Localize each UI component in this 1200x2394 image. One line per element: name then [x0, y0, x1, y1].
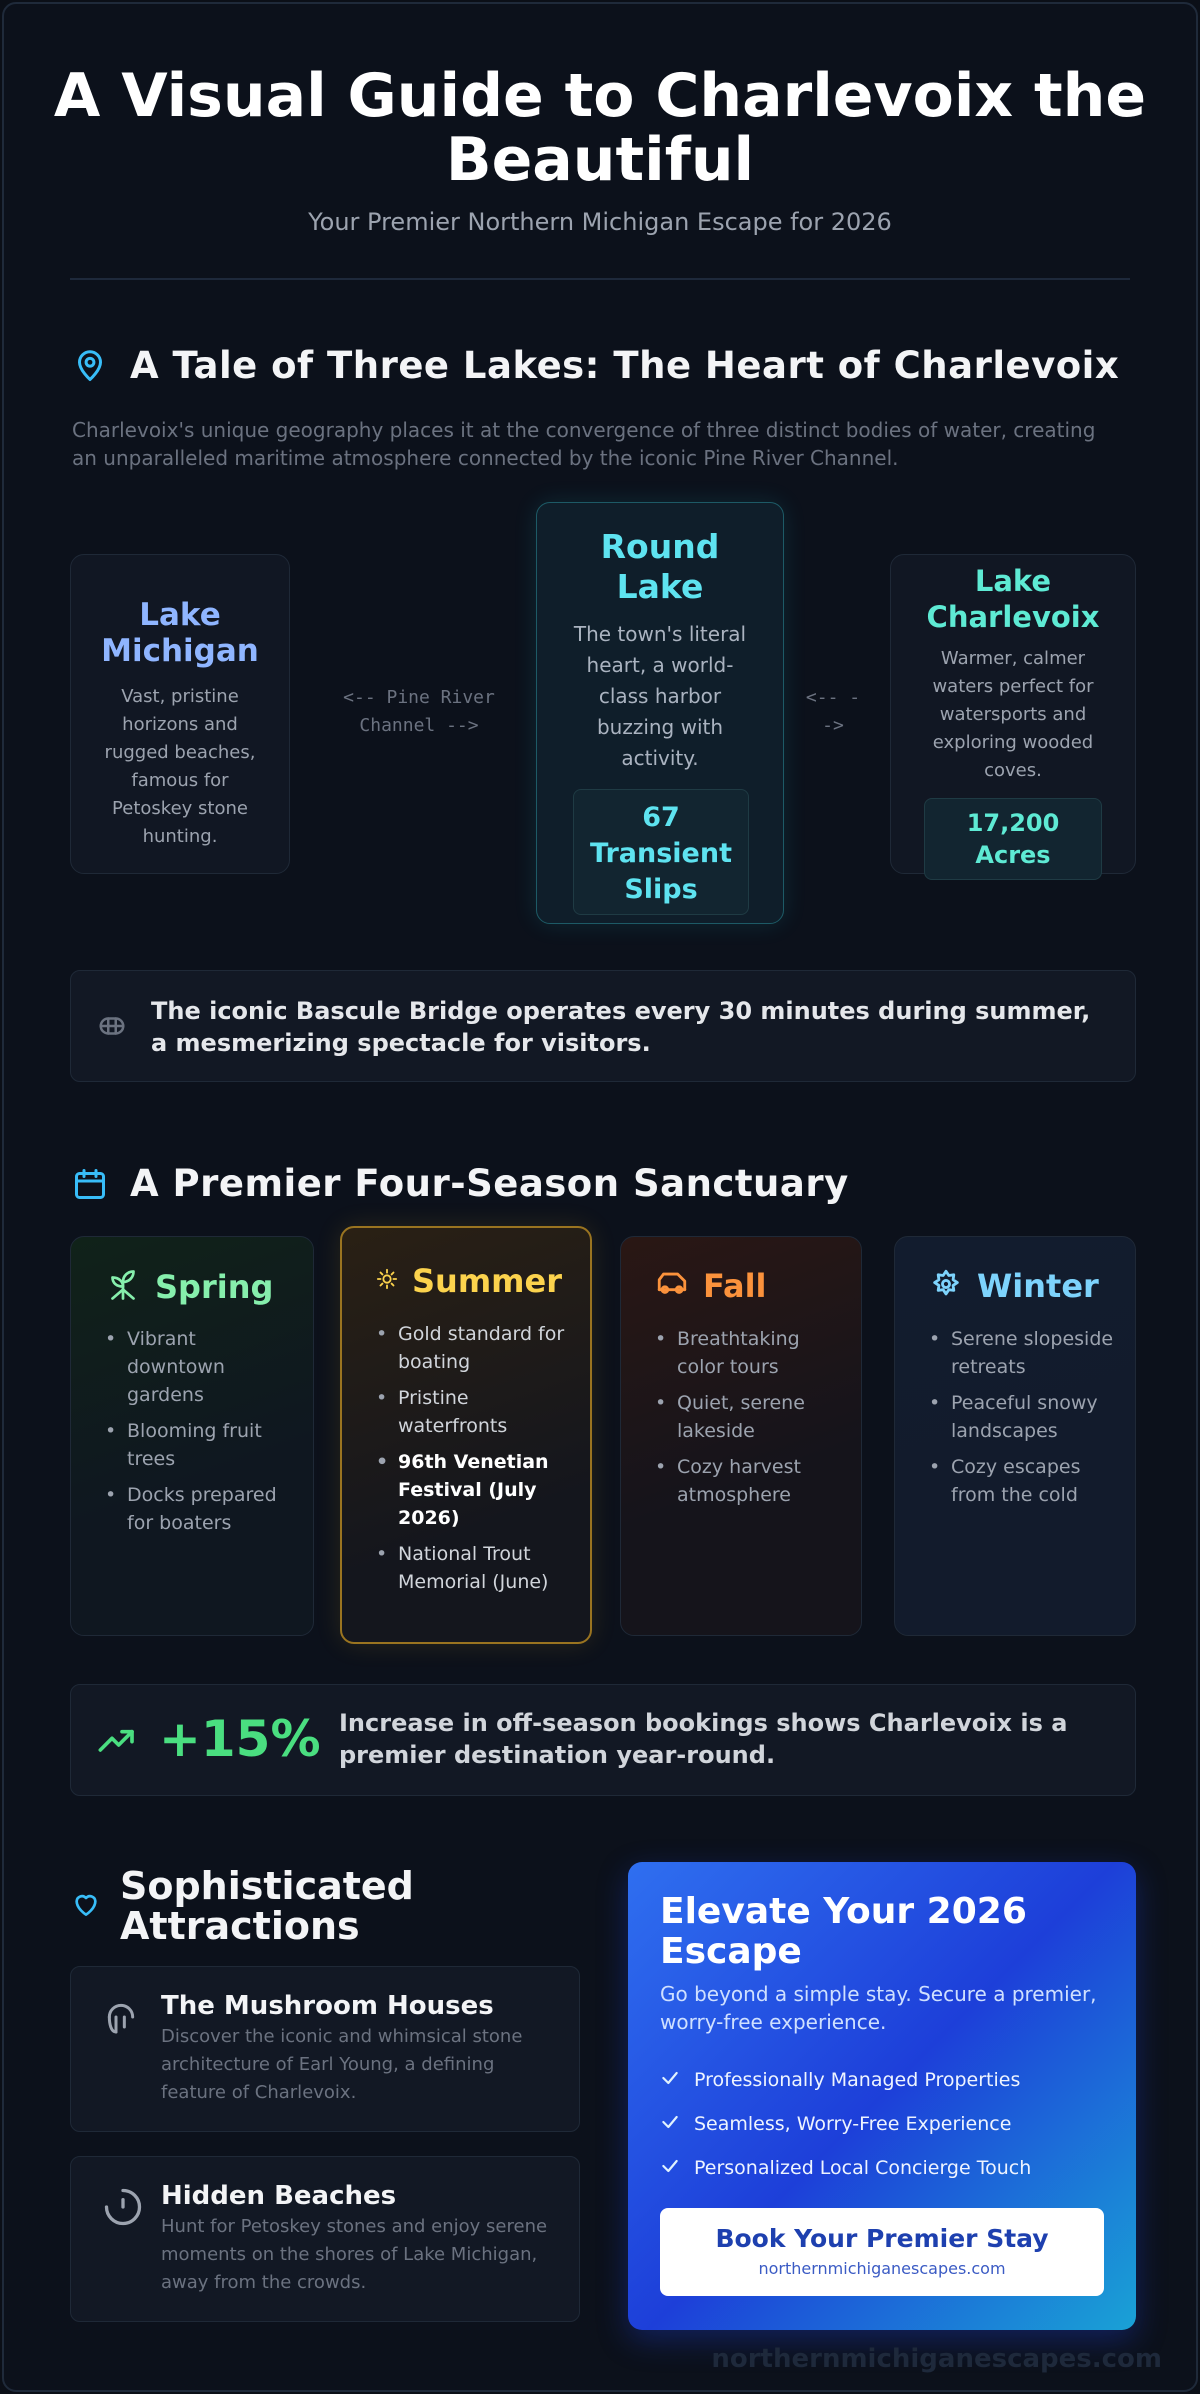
list-item: • Cozy harvest atmosphere [653, 1453, 849, 1509]
check-icon [660, 2156, 680, 2181]
book-stay-button[interactable] [660, 2208, 1104, 2296]
page-title: A Visual Guide to Charlevoix the Beautiful [53, 61, 1147, 195]
book-stay-button-url[interactable]: northernmichiganescapes.com [758, 2259, 1006, 2278]
season-header [376, 1262, 562, 1300]
channel-label-left: <-- Pine River Channel --> [343, 687, 495, 736]
list-item: • Quiet, serene lakeside [653, 1389, 849, 1445]
channel-label-right: <-- --> [805, 687, 861, 736]
season-list [103, 1325, 299, 1545]
season-title: Summer [412, 1262, 562, 1300]
list-item: • 96th Venetian Festival (July 2026) [374, 1448, 574, 1532]
benefit-label: Professionally Managed Properties [694, 2069, 1021, 2091]
book-stay-button-label[interactable]: Book Your Premier Stay [715, 2224, 1049, 2253]
lake-name: Lake Michigan [101, 597, 259, 669]
cta-title: Elevate Your 2026 Escape [660, 1891, 1027, 1972]
bridge-icon [97, 1011, 127, 1045]
check-icon [660, 2112, 680, 2137]
lake-name: Round Lake [600, 527, 720, 606]
sprout-icon [105, 1267, 141, 1307]
list-item: • Vibrant downtown gardens [103, 1325, 299, 1409]
list-item: • National Trout Memorial (June) [374, 1540, 574, 1596]
season-card-fall [620, 1236, 862, 1636]
heart-icon [70, 1888, 102, 1924]
trending-up-icon [97, 1723, 137, 1761]
lakes-intro: Charlevoix's unique geography places it at the convergence of three distinct bodies of water, creating an unparalleled maritime atmosphere connected by the iconic Pine River Channel. [72, 418, 1096, 470]
page-subtitle: Your Premier Northern Michigan Escape for 2026 [308, 208, 892, 236]
season-header [929, 1267, 1099, 1305]
car-icon [655, 1267, 689, 1305]
bridge-banner [70, 970, 1136, 1082]
season-header [655, 1267, 767, 1305]
mushroom-icon [101, 1995, 145, 2039]
check-icon [660, 2068, 680, 2093]
attraction-card-hidden-beaches [70, 2156, 580, 2322]
benefit-item [660, 2058, 1031, 2102]
list-item: • Peaceful snowy landscapes [927, 1389, 1123, 1445]
infographic-page [2, 2, 1198, 2392]
season-title: Fall [703, 1267, 767, 1305]
growth-value: +15% [159, 1710, 321, 1768]
booking-cta-panel [628, 1862, 1136, 2330]
benefit-label: Personalized Local Concierge Touch [694, 2157, 1032, 2179]
attraction-description: Discover the iconic and whimsical stone architecture of Earl Young, a defining feature of Charlevoix. [161, 2026, 523, 2103]
cta-benefits [660, 2058, 1031, 2190]
attraction-title: The Mushroom Houses [161, 1991, 494, 2021]
list-item: • Docks prepared for boaters [103, 1481, 299, 1537]
season-card-spring [70, 1236, 314, 1636]
lakes-section-title: A Tale of Three Lakes: The Heart of Charlevoix [130, 344, 1120, 387]
header-divider [70, 278, 1130, 280]
benefit-item [660, 2102, 1031, 2146]
calendar-icon [70, 1164, 110, 1204]
lake-name: Lake Charlevoix [926, 564, 1100, 634]
snowflake-icon [929, 1267, 963, 1305]
lakes-section-heading [70, 344, 1119, 387]
lake-card-michigan [70, 554, 290, 874]
attraction-description: Hunt for Petoskey stones and enjoy serene moments on the shores of Lake Michigan, away from the crowds. [161, 2216, 548, 2293]
lake-description: Vast, pristine horizons and rugged beaches, famous for Petoskey stone hunting. [104, 686, 256, 847]
lake-description: Warmer, calmer waters perfect for watersports and exploring wooded coves. [932, 648, 1094, 781]
season-title: Winter [977, 1267, 1099, 1305]
season-header [105, 1267, 273, 1307]
seasons-section-title: A Premier Four-Season Sanctuary [130, 1162, 849, 1205]
list-item: • Blooming fruit trees [103, 1417, 299, 1473]
season-card-winter [894, 1236, 1136, 1636]
footer-watermark: northernmichiganescapes.com [711, 2344, 1162, 2374]
list-item: • Serene slopeside retreats [927, 1325, 1123, 1381]
cta-subtitle: Go beyond a simple stay. Secure a premier, worry-free experience. [660, 1982, 1097, 2034]
bridge-note: The iconic Bascule Bridge operates every 30 minutes during summer, a mesmerizing spectacle for visitors. [151, 997, 1091, 1057]
compass-icon [101, 2185, 145, 2229]
attraction-title: Hidden Beaches [161, 2181, 397, 2211]
attractions-title: Sophisticated Attractions [120, 1864, 414, 1948]
attractions-heading [70, 1866, 440, 1946]
map-pin-icon [70, 346, 110, 386]
season-card-summer [340, 1226, 592, 1644]
benefit-label: Seamless, Worry-Free Experience [694, 2113, 1012, 2135]
list-item: • Pristine waterfronts [374, 1384, 574, 1440]
season-list [374, 1320, 574, 1604]
growth-banner [70, 1684, 1136, 1796]
growth-note: Increase in off-season bookings shows Charlevoix is a premier destination year-round. [339, 1709, 1068, 1769]
list-item: • Breathtaking color tours [653, 1325, 849, 1381]
seasons-section-heading [70, 1162, 849, 1205]
benefit-item [660, 2146, 1031, 2190]
lake-description: The town's literal heart, a world-class harbor buzzing with activity. [573, 622, 747, 770]
list-item: • Cozy escapes from the cold [927, 1453, 1123, 1509]
charlevoix-stat: 17,200 Acres [924, 798, 1102, 880]
attraction-card-mushroom-houses [70, 1966, 580, 2132]
round-lake-stat: 67 Transient Slips [573, 789, 749, 915]
season-list [927, 1325, 1123, 1517]
sun-icon [376, 1268, 398, 1294]
season-list [653, 1325, 849, 1517]
list-item: • Gold standard for boating [374, 1320, 574, 1376]
season-title: Spring [155, 1268, 274, 1306]
